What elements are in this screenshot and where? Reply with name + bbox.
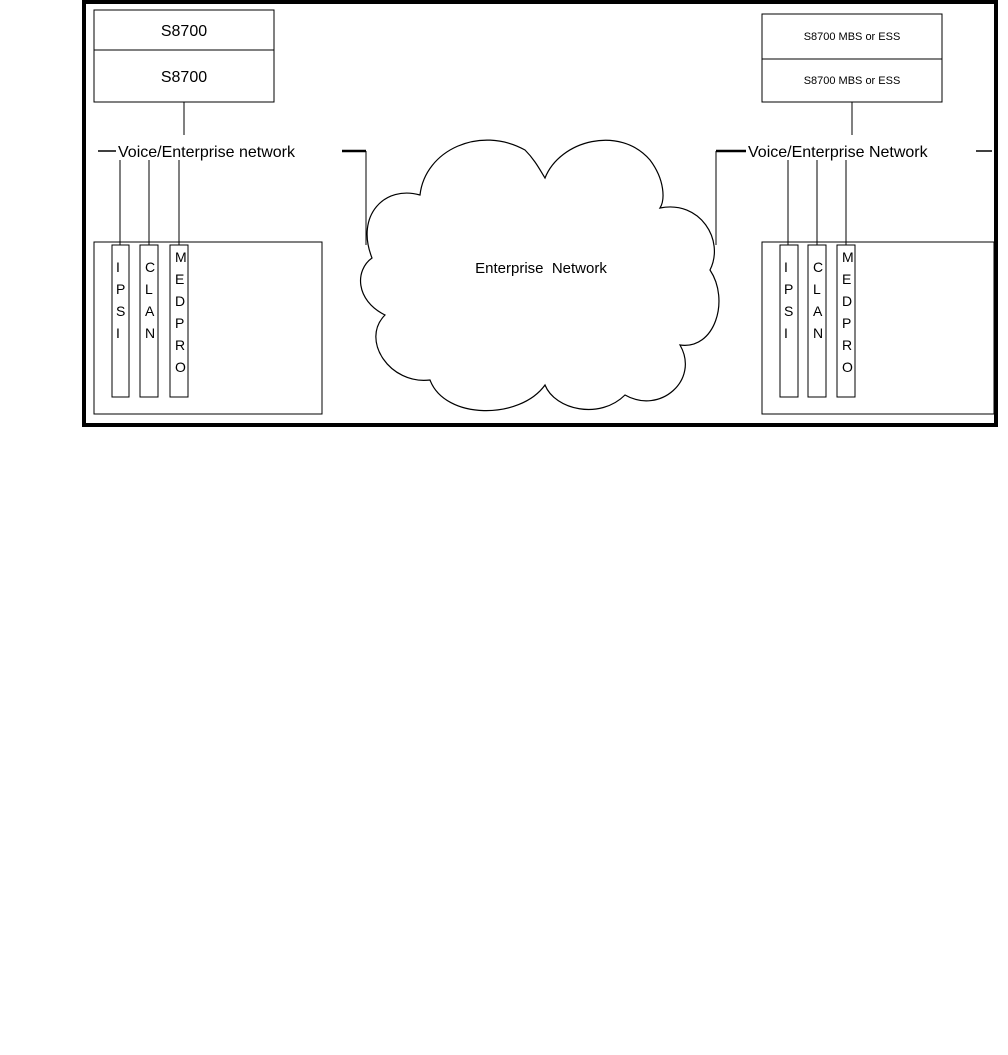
- right-site-card-1-letter: S: [784, 303, 794, 319]
- right-site-card-2-letter: N: [813, 325, 824, 341]
- left-server-2-label: S8700: [160, 69, 208, 86]
- left-site-card-2-letter: N: [145, 325, 156, 341]
- left-site-card-3-letter: E: [175, 271, 185, 287]
- right-site-card-2-letter: L: [813, 281, 821, 297]
- left-site-card-3-letter: R: [175, 337, 186, 353]
- right-site-card-3-letter: O: [842, 359, 853, 375]
- left-site-card-2-letter: L: [145, 281, 153, 297]
- left-site-card-1-letter: S: [116, 303, 126, 319]
- right-site-card-3-letter: P: [842, 315, 852, 331]
- cloud-label: Enterprise Network: [475, 260, 607, 277]
- left-site-card-3-letter: M: [175, 249, 187, 265]
- left-site-card-3-letter: D: [175, 293, 186, 309]
- left-site-card-1-letter: I: [116, 325, 120, 341]
- right-server-2-label: S8700 MBS or ESS: [803, 75, 901, 87]
- left-site-card-3-letter: O: [175, 359, 186, 375]
- right-site-card-2-letter: C: [813, 259, 824, 275]
- right-site-card-1-letter: I: [784, 325, 788, 341]
- right-site-card-1-letter: P: [784, 281, 794, 297]
- right-server-1-label: S8700 MBS or ESS: [803, 31, 901, 43]
- left-site-card-2-letter: C: [145, 259, 156, 275]
- left-network-label: Voice/Enterprise network: [118, 144, 295, 161]
- right-network-label: Voice/Enterprise Network: [748, 144, 928, 161]
- left-server-1-label: S8700: [160, 23, 208, 40]
- right-site-card-1-letter: I: [784, 259, 788, 275]
- diagram-frame: [84, 2, 996, 425]
- right-site-card-3-letter: D: [842, 293, 853, 309]
- left-site-card-1-letter: P: [116, 281, 126, 297]
- left-site-card-2-letter: A: [145, 303, 155, 319]
- right-site-card-3-letter: M: [842, 249, 854, 265]
- right-site-card-3-letter: R: [842, 337, 853, 353]
- left-site-card-3-letter: P: [175, 315, 185, 331]
- left-site-card-1-letter: I: [116, 259, 120, 275]
- right-site-card-3-letter: E: [842, 271, 852, 287]
- right-site-card-2-letter: A: [813, 303, 823, 319]
